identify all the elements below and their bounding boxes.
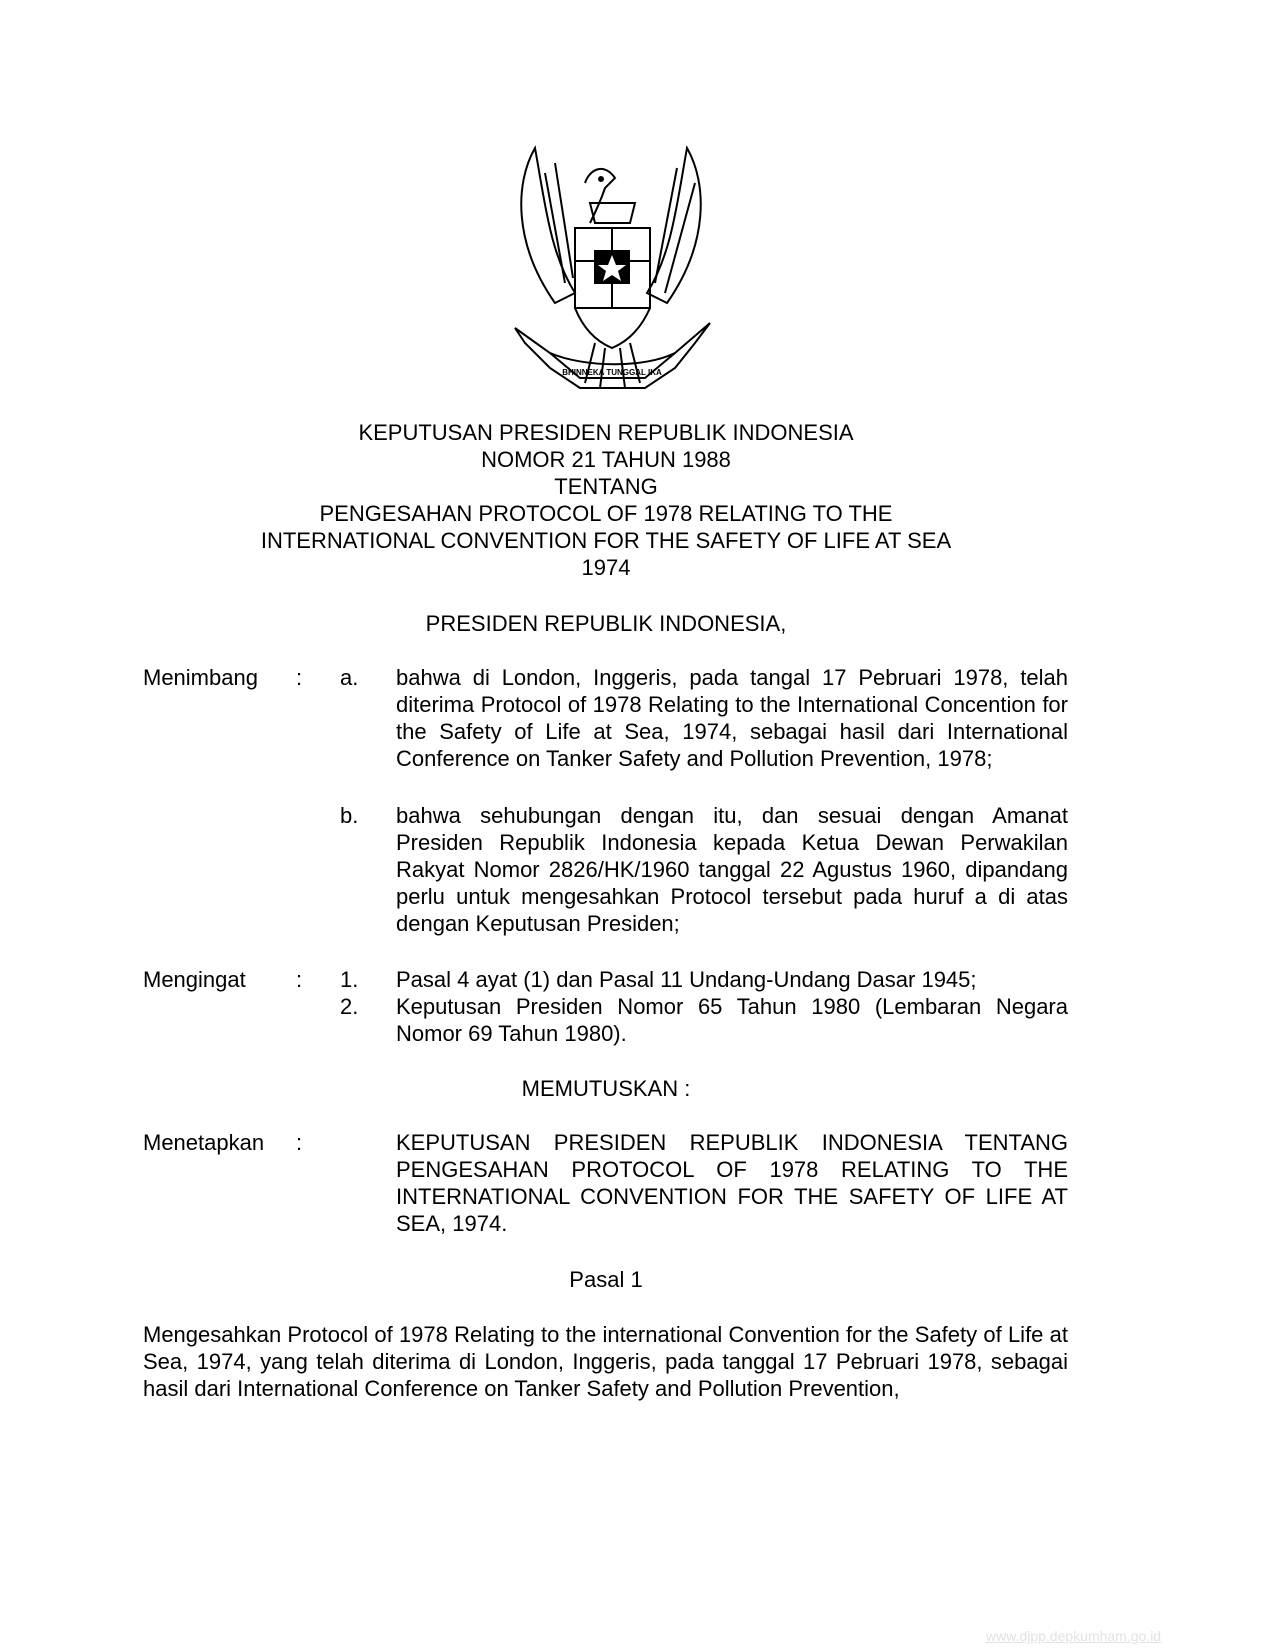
title-line: PENGESAHAN PROTOCOL OF 1978 RELATING TO THE [319,501,893,526]
title-line: KEPUTUSAN PRESIDEN REPUBLIK INDONESIA [358,420,854,445]
section-label: Menetapkan [143,1130,265,1155]
item-text: Pasal 4 ayat (1) dan Pasal 11 Undang-Undang Dasar 1945; [396,967,977,992]
item-text: bahwa sehubungan dengan itu, dan sesuai dengan Amanat Presiden Republik Indonesia kepada Ketua Dewan Perwakilan Rakyat Nomor 2826/HK/1960 tanggal 22 Agustus 1960, dipandang perlu untuk mengesahkan Protocol tersebut pada huruf a di atas dengan Keputusan Presiden; [396,803,1068,936]
title-line: NOMOR 21 TAHUN 1988 [481,447,731,472]
section-label: Mengingat [143,967,246,992]
memutuskan-heading: MEMUTUSKAN : [521,1076,691,1101]
president-heading: PRESIDEN REPUBLIK INDONESIA, [425,611,787,636]
emblem-motto: BHINNEKA TUNGGAL IKA [562,368,662,377]
garuda-emblem [505,143,717,393]
item-text: Keputusan Presiden Nomor 65 Tahun 1980 (Lembaran Negara Nomor 69 Tahun 1980). [396,994,1068,1046]
colon: : [296,665,303,690]
item-marker: 1. [340,967,359,992]
section-label: Menimbang [143,665,258,690]
colon: : [296,967,303,992]
watermark-link[interactable]: www.djpp.depkumham.go.id [986,1628,1162,1644]
title-line: INTERNATIONAL CONVENTION FOR THE SAFETY OF LIFE AT SEA [260,528,952,553]
item-marker: a. [340,665,359,690]
pasal-1-text: Mengesahkan Protocol of 1978 Relating to the international Convention for the Safety of Life at Sea, 1974, yang telah diterima di London, Inggeris, pada tanggal 17 Pebruari 1978, sebagai hasil dari International Conference on Tanker Safety and Pollution Prevention, [143,1322,1068,1401]
item-marker: 2. [340,994,359,1019]
title-line: 1974 [581,555,631,580]
menetapkan-text: KEPUTUSAN PRESIDEN REPUBLIK INDONESIA TENTANG PENGESAHAN PROTOCOL OF 1978 RELATING TO THE INTERNATIONAL CONVENTION FOR THE SAFETY OF LIFE AT SEA, 1974. [396,1130,1068,1236]
title-line: TENTANG [554,474,658,499]
item-marker: b. [340,803,359,828]
colon: : [296,1130,303,1155]
pasal-1-heading: Pasal 1 [569,1267,643,1292]
item-text: bahwa di London, Inggeris, pada tangal 17 Pebruari 1978, telah diterima Protocol of 1978 Relating to the International Concention for the Safety of Life at Sea, 1974, sebagai hasil dari International Conference on Tanker Safety and Pollution Prevention, 1978; [396,665,1068,771]
